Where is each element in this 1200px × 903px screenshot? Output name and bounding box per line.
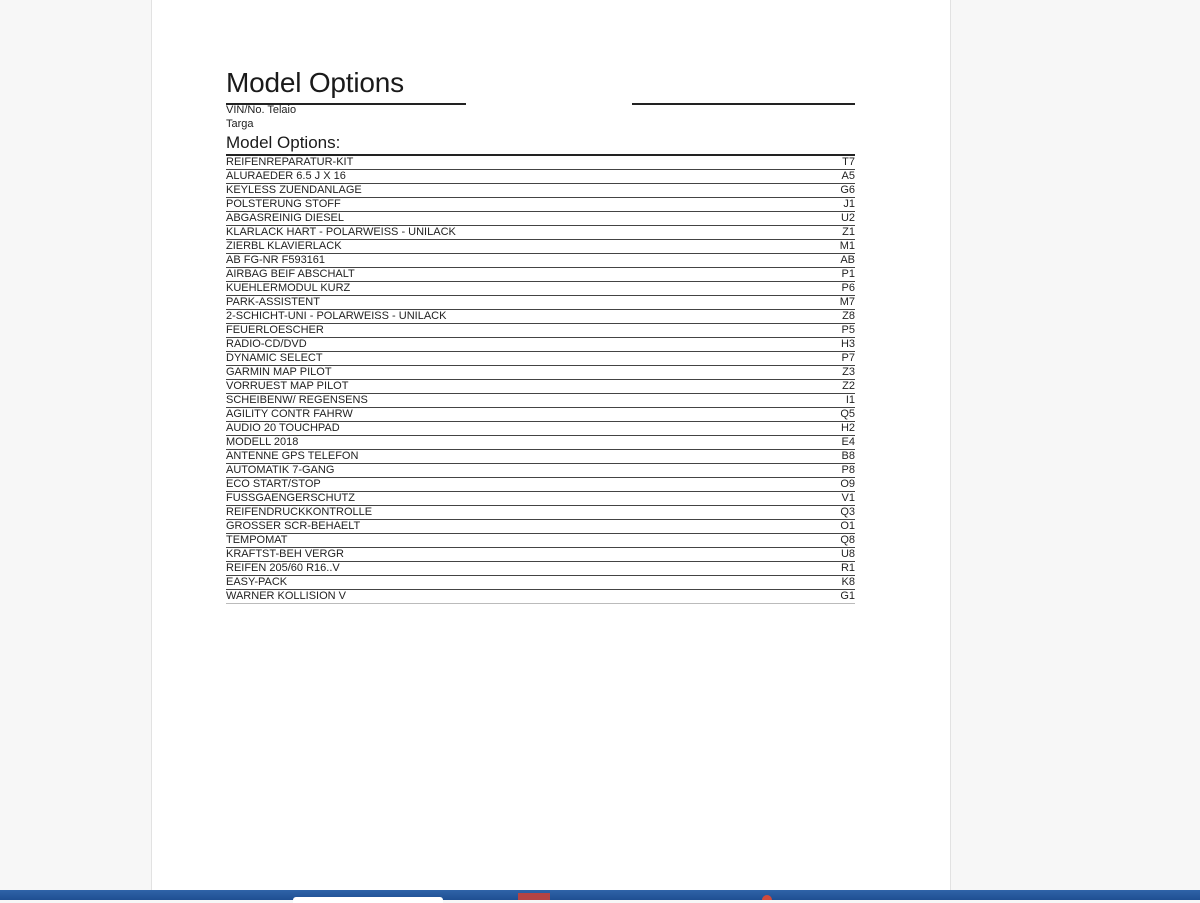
- option-row: [226, 492, 855, 506]
- option-code: U8: [840, 548, 855, 560]
- option-row: [226, 422, 855, 436]
- option-row: [226, 380, 855, 394]
- option-code: T7: [842, 156, 855, 168]
- option-row: [226, 282, 855, 296]
- option-name: WARNER KOLLISION V: [226, 590, 347, 602]
- option-code: P6: [841, 282, 855, 294]
- option-code: O9: [840, 478, 855, 490]
- taskbar-app-icon[interactable]: [518, 893, 550, 900]
- option-code: Z2: [842, 380, 855, 392]
- option-code: Q8: [840, 534, 855, 546]
- option-name: MODELL 2018: [226, 436, 299, 448]
- option-row: [226, 576, 855, 590]
- option-code: Q5: [840, 408, 855, 420]
- option-row: [226, 436, 855, 450]
- option-code: Z1: [842, 226, 855, 238]
- document-title: Model Options: [226, 67, 404, 98]
- option-name: AGILITY CONTR FAHRW: [226, 408, 353, 420]
- option-row: [226, 296, 855, 310]
- option-name: TEMPOMAT: [226, 534, 288, 546]
- option-row: [226, 198, 855, 212]
- option-name: POLSTERUNG STOFF: [226, 198, 341, 210]
- document-page: [151, 0, 951, 890]
- vin-label: VIN/No. Telaio: [226, 104, 297, 116]
- taskbar-app-icon[interactable]: [762, 895, 772, 900]
- option-name: KUEHLERMODUL KURZ: [226, 282, 351, 294]
- option-row: [226, 562, 855, 576]
- option-name: RADIO-CD/DVD: [226, 338, 307, 350]
- option-row: [226, 464, 855, 478]
- option-code: Q3: [840, 506, 855, 518]
- option-row: [226, 170, 855, 184]
- option-name: GARMIN MAP PILOT: [226, 366, 332, 378]
- option-code: U2: [840, 212, 855, 224]
- option-row: [226, 254, 855, 268]
- option-name: AUTOMATIK 7-GANG: [226, 464, 335, 476]
- option-row: [226, 240, 855, 254]
- option-name: AUDIO 20 TOUCHPAD: [226, 422, 340, 434]
- option-name: REIFEN 205/60 R16..V: [226, 562, 340, 574]
- option-name: ABGASREINIG DIESEL: [226, 212, 344, 224]
- option-name: AIRBAG BEIF ABSCHALT: [226, 268, 355, 280]
- option-name: PARK-ASSISTENT: [226, 296, 320, 308]
- option-name: ECO START/STOP: [226, 478, 321, 490]
- option-code: R1: [840, 562, 855, 574]
- option-row: [226, 520, 855, 534]
- option-name: ZIERBL KLAVIERLACK: [226, 240, 342, 252]
- option-code: G6: [840, 184, 855, 196]
- option-row: [226, 338, 855, 352]
- option-code: E4: [841, 436, 855, 448]
- option-code: A5: [841, 170, 855, 182]
- option-code: I1: [845, 394, 855, 406]
- option-code: O1: [840, 520, 855, 532]
- options-section-heading: Model Options:: [226, 133, 341, 152]
- option-name: GROSSER SCR-BEHAELT: [226, 520, 361, 532]
- option-code: P1: [841, 268, 855, 280]
- taskbar: [0, 890, 1200, 900]
- option-name: VORRUEST MAP PILOT: [226, 380, 349, 392]
- option-name: FEUERLOESCHER: [226, 324, 324, 336]
- option-name: KLARLACK HART - POLARWEISS - UNILACK: [226, 226, 456, 238]
- option-row: [226, 534, 855, 548]
- plate-label: Targa: [226, 118, 254, 130]
- option-row: [226, 324, 855, 338]
- option-row: [226, 408, 855, 422]
- option-row: [226, 366, 855, 380]
- taskbar-search-box[interactable]: [293, 897, 443, 903]
- option-row: [226, 156, 855, 170]
- option-code: M1: [839, 240, 855, 252]
- option-code: P8: [841, 464, 855, 476]
- option-code: G1: [840, 590, 855, 602]
- option-row: [226, 352, 855, 366]
- option-row: [226, 590, 855, 604]
- option-code: P5: [841, 324, 855, 336]
- option-name: REIFENDRUCKKONTROLLE: [226, 506, 373, 518]
- option-code: K8: [841, 576, 855, 588]
- option-name: FUSSGAENGERSCHUTZ: [226, 492, 355, 504]
- option-name: KRAFTST-BEH VERGR: [226, 548, 344, 560]
- option-row: [226, 212, 855, 226]
- option-row: [226, 394, 855, 408]
- options-table: [226, 154, 855, 604]
- option-name: AB FG-NR F593161: [226, 254, 326, 266]
- title-underline-right: [632, 103, 855, 105]
- option-name: KEYLESS ZUENDANLAGE: [226, 184, 362, 196]
- option-code: H3: [840, 338, 855, 350]
- option-row: [226, 268, 855, 282]
- option-row: [226, 226, 855, 240]
- option-code: P7: [841, 352, 855, 364]
- option-code: V1: [841, 492, 855, 504]
- option-code: M7: [839, 296, 855, 308]
- option-name: ALURAEDER 6.5 J X 16: [226, 170, 346, 182]
- option-row: [226, 548, 855, 562]
- option-code: J1: [843, 198, 855, 210]
- option-row: [226, 506, 855, 520]
- option-code: Z8: [842, 310, 855, 322]
- option-code: AB: [840, 254, 855, 266]
- option-name: DYNAMIC SELECT: [226, 352, 323, 364]
- option-row: [226, 450, 855, 464]
- option-name: SCHEIBENW/ REGENSENS: [226, 394, 368, 406]
- option-row: [226, 184, 855, 198]
- option-code: Z3: [842, 366, 855, 378]
- option-row: [226, 310, 855, 324]
- option-name: ANTENNE GPS TELEFON: [226, 450, 359, 462]
- option-name: REIFENREPARATUR-KIT: [226, 156, 354, 168]
- option-name: 2-SCHICHT-UNI - POLARWEISS - UNILACK: [226, 310, 447, 322]
- option-row: [226, 478, 855, 492]
- option-name: EASY-PACK: [226, 576, 288, 588]
- option-code: B8: [841, 450, 855, 462]
- option-code: H2: [840, 422, 855, 434]
